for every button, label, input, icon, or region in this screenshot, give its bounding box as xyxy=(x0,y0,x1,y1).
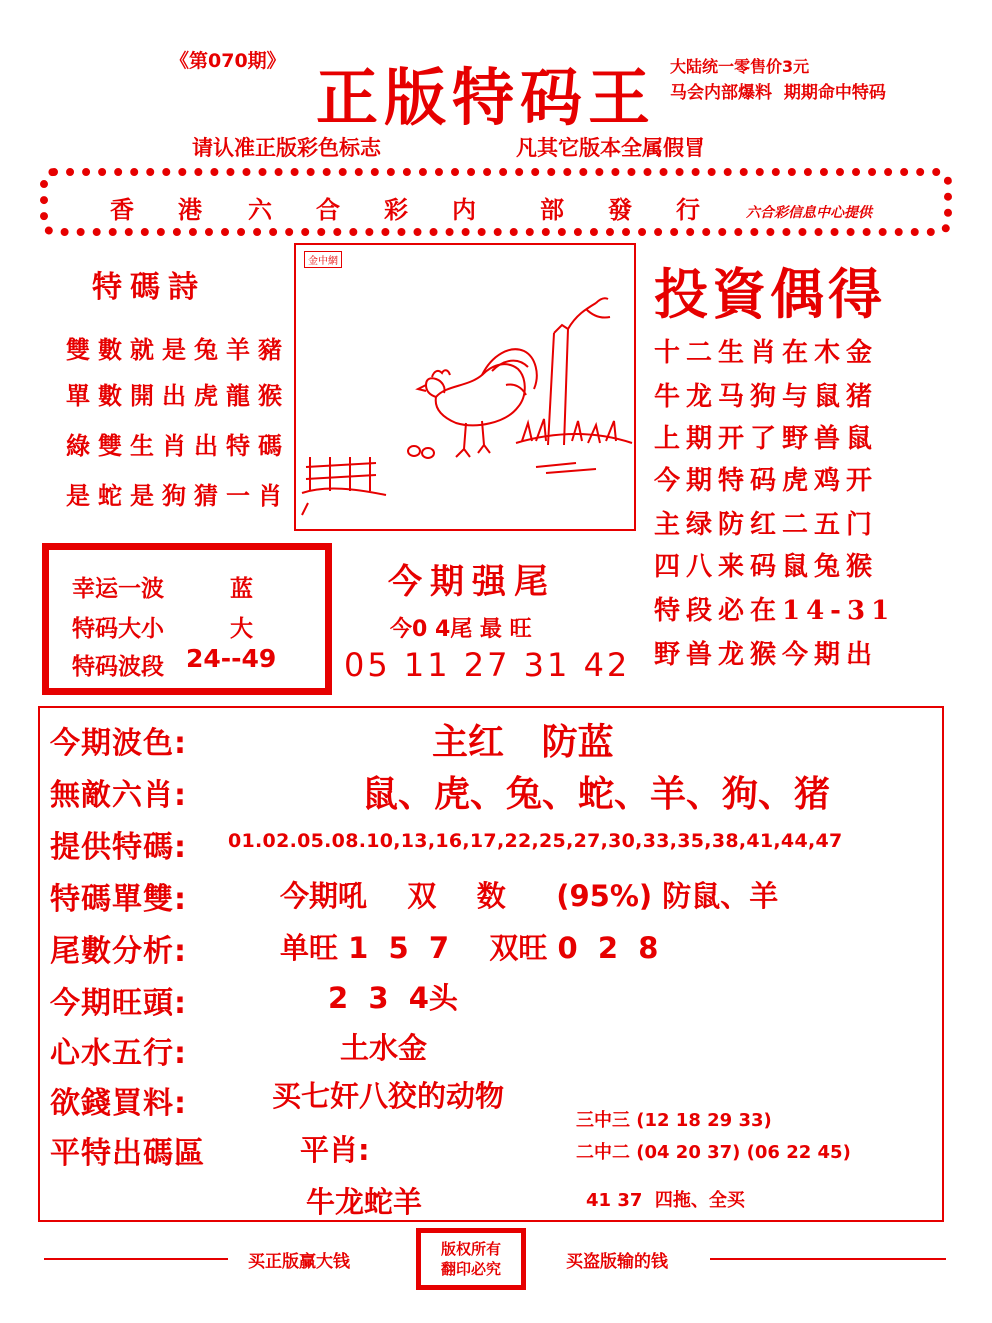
price-text: 大陆统一零售价3元 xyxy=(670,57,810,76)
rooster-picture xyxy=(294,243,636,531)
copyright-line: 翻印必究 xyxy=(440,1260,501,1278)
lucky-value: 24--49 xyxy=(186,644,277,673)
footer-divider-left xyxy=(44,1258,228,1260)
poem-line: 是蛇是狗猜一肖 xyxy=(66,481,290,510)
side-line: 41 37 四拖、全买 xyxy=(586,1190,745,1211)
footer-divider-right xyxy=(710,1258,946,1260)
strong-tail-numbers: 05 11 27 31 42 xyxy=(344,646,631,684)
row-label-odd-even: 特碼單雙: xyxy=(50,882,187,917)
banner-char: 部 xyxy=(540,195,564,224)
investment-line: 牛龙马狗与鼠猪 xyxy=(654,382,879,412)
investment-line: 今期特码虎鸡开 xyxy=(654,466,879,496)
banner-char: 合 xyxy=(316,195,340,224)
row-label-tail-analysis: 尾數分析: xyxy=(50,934,187,969)
lucky-label: 特码波段 xyxy=(72,654,164,680)
row-label-flat-special: 平特出碼區 xyxy=(50,1136,205,1171)
notice-left: 请认准正版彩色标志 xyxy=(192,136,381,160)
investment-line: 特段必在14-31 xyxy=(654,596,896,626)
copyright-line: 版权所有 xyxy=(440,1240,501,1258)
footer-right-slogan: 买盗版输的钱 xyxy=(566,1252,668,1272)
row-value-special-numbers: 01.02.05.08.10,13,16,17,22,25,27,30,33,35,38,41,44,47 xyxy=(228,830,843,852)
lucky-label: 特码大小 xyxy=(72,616,164,642)
strong-tail-title: 今期强尾 xyxy=(388,562,556,602)
row-label-six-zodiac: 無敵六肖: xyxy=(50,778,187,813)
page-title: 正版特码王 xyxy=(316,61,657,134)
banner-char: 六 xyxy=(248,195,272,224)
flat-zodiac-value: 牛龙蛇羊 xyxy=(306,1185,423,1219)
row-value-tail-analysis: 单旺 1 5 7 双旺 0 2 8 xyxy=(280,931,659,965)
copyright-box xyxy=(416,1228,526,1290)
investment-line: 野兽龙猴今期出 xyxy=(654,640,879,670)
lucky-label: 幸运一波 xyxy=(72,576,164,602)
side-line: 二中二 (04 20 37) (06 22 45) xyxy=(576,1142,851,1163)
banner-char: 内 xyxy=(452,195,476,224)
investment-title: 投資偶得 xyxy=(654,262,886,326)
lucky-value: 蓝 xyxy=(230,576,253,602)
picture-stamp: 金中網 xyxy=(304,251,342,268)
poem-line: 雙數就是兔羊豬 xyxy=(66,335,290,364)
row-label-five-elements: 心水五行: xyxy=(50,1036,187,1071)
row-label-head: 今期旺頭: xyxy=(50,986,187,1021)
side-line: 三中三 (12 18 29 33) xyxy=(576,1110,772,1131)
notice-right: 凡其它版本全属假冒 xyxy=(516,136,705,160)
banner-provider: 六合彩信息中心提供 xyxy=(746,205,872,221)
tagline-text: 马会内部爆料 期期命中特码 xyxy=(670,83,886,103)
row-label-special-numbers: 提供特碼: xyxy=(50,830,187,865)
row-value-head: 2 3 4头 xyxy=(328,981,458,1015)
banner-char: 彩 xyxy=(384,195,408,224)
banner-char: 行 xyxy=(676,195,700,224)
investment-line: 十二生肖在木金 xyxy=(654,338,879,368)
row-label-riddle: 欲錢買料: xyxy=(50,1086,187,1121)
issue-number: 《第070期》 xyxy=(170,50,286,72)
banner-char: 港 xyxy=(178,195,202,224)
investment-line: 四八来码鼠兔猴 xyxy=(654,552,879,582)
row-value-five-elements: 土水金 xyxy=(340,1031,428,1065)
row-value-odd-even: 今期吼 双 数 (95%) 防鼠、羊 xyxy=(280,879,779,913)
rooster-icon xyxy=(296,245,634,529)
row-value-flat-special: 平肖: xyxy=(300,1133,370,1167)
poem-line: 綠雙生肖出特碼 xyxy=(66,431,290,460)
poem-title: 特碼詩 xyxy=(92,270,206,305)
investment-line: 主绿防红二五门 xyxy=(654,510,879,540)
banner-char: 香 xyxy=(110,195,134,224)
row-value-riddle: 买七奸八狡的动物 xyxy=(272,1079,505,1113)
lucky-value: 大 xyxy=(230,616,253,642)
strong-tail-subtitle: 今0 4尾 最 旺 xyxy=(390,617,532,642)
poem-line: 單數開出虎龍猴 xyxy=(66,381,290,410)
row-value-wave-color: 主红 防蓝 xyxy=(432,722,614,763)
row-value-six-zodiac: 鼠、虎、兔、蛇、羊、狗、猪 xyxy=(362,774,831,815)
investment-line: 上期开了野兽鼠 xyxy=(654,424,879,454)
banner-char: 發 xyxy=(608,195,632,224)
footer-left-slogan: 买正版赢大钱 xyxy=(248,1252,350,1272)
row-label-wave-color: 今期波色: xyxy=(50,726,187,761)
